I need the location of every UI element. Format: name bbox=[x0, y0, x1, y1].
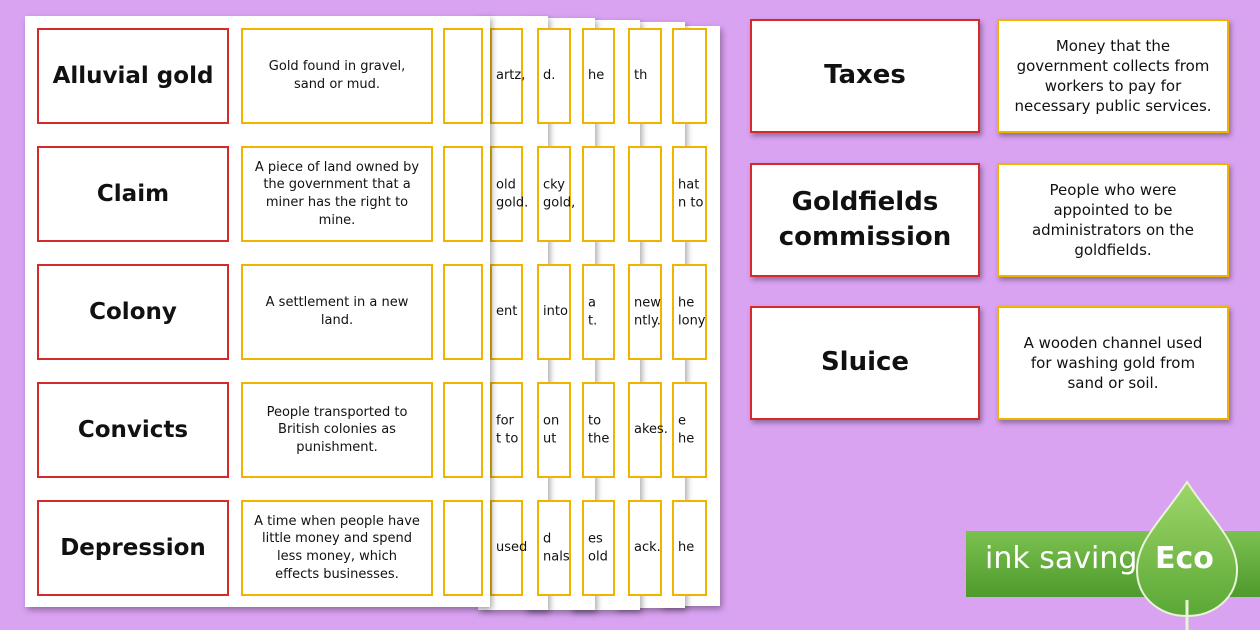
peek-card bbox=[490, 28, 526, 124]
peek-card bbox=[443, 382, 483, 478]
peek-card-text: ack. bbox=[634, 540, 661, 556]
definition-text: A time when people have little money and spend less money, which effects businesses. bbox=[254, 513, 420, 582]
term-label: Goldfields commission bbox=[778, 186, 952, 252]
peek-card-text: to the bbox=[588, 413, 610, 446]
peek-card-text: for t to bbox=[496, 413, 519, 446]
peek-card-text: hat n to bbox=[678, 177, 704, 210]
peek-card-text: ent bbox=[496, 304, 518, 320]
definition-text: A wooden channel used for washing gold from sand or soil. bbox=[1023, 333, 1203, 393]
peek-card bbox=[672, 500, 707, 596]
definition-card-colony[interactable] bbox=[241, 264, 433, 360]
peek-card-text: old gold. bbox=[496, 177, 529, 210]
term-card-alluvial-gold[interactable] bbox=[37, 28, 229, 124]
definition-card-sluice[interactable] bbox=[997, 306, 1229, 420]
peek-card bbox=[490, 500, 528, 596]
peek-card bbox=[628, 146, 662, 242]
eco-label: Eco bbox=[1155, 541, 1214, 576]
peek-card-text: a t. bbox=[588, 295, 598, 328]
peek-card bbox=[628, 28, 662, 124]
term-card-sluice[interactable] bbox=[750, 306, 980, 420]
term-card-depression[interactable] bbox=[37, 500, 229, 596]
definition-card-taxes[interactable] bbox=[997, 19, 1229, 133]
definition-text: A settlement in a new land. bbox=[265, 295, 409, 328]
peek-card-text: on ut bbox=[543, 413, 560, 446]
peek-card bbox=[582, 500, 615, 596]
peek-card bbox=[628, 382, 668, 478]
peek-card bbox=[582, 146, 615, 242]
peek-card bbox=[582, 382, 615, 478]
term-label: Depression bbox=[60, 534, 206, 561]
peek-card-text: he bbox=[678, 540, 695, 556]
peek-card bbox=[537, 146, 576, 242]
definition-card-depression[interactable] bbox=[241, 500, 433, 596]
peek-card-text: th bbox=[634, 68, 648, 84]
ink-saving-label: ink saving bbox=[985, 541, 1138, 576]
peek-card bbox=[537, 382, 571, 478]
peek-card bbox=[537, 264, 571, 360]
term-label: Taxes bbox=[824, 60, 906, 91]
peek-card-text: into bbox=[543, 304, 568, 320]
peek-card bbox=[537, 500, 571, 596]
peek-card-text: new ntly. bbox=[634, 295, 661, 328]
peek-card-text: he lony bbox=[678, 295, 706, 328]
term-card-colony[interactable] bbox=[37, 264, 229, 360]
definition-card-alluvial-gold[interactable] bbox=[241, 28, 433, 124]
peek-card bbox=[537, 28, 571, 124]
definition-text: A piece of land owned by the government that a miner has the right to mine. bbox=[254, 159, 420, 228]
peek-card-text: he bbox=[588, 68, 605, 84]
peek-card-text: e he bbox=[678, 413, 695, 446]
term-card-claim[interactable] bbox=[37, 146, 229, 242]
term-label: Alluvial gold bbox=[52, 62, 214, 89]
peek-card bbox=[490, 146, 529, 242]
peek-card-text: cky gold, bbox=[543, 177, 576, 210]
peek-card-text: used bbox=[496, 540, 528, 556]
peek-card bbox=[672, 28, 707, 124]
definition-text: People who were appointed to be administrators on the goldfields. bbox=[1031, 180, 1195, 260]
definition-card-convicts[interactable] bbox=[241, 382, 433, 478]
peek-card bbox=[443, 500, 483, 596]
term-card-convicts[interactable] bbox=[37, 382, 229, 478]
peek-card bbox=[582, 28, 615, 124]
term-label: Claim bbox=[96, 180, 170, 207]
peek-card bbox=[628, 500, 662, 596]
term-card-goldfields-commission[interactable] bbox=[750, 163, 980, 277]
term-card-taxes[interactable] bbox=[750, 19, 980, 133]
peek-card bbox=[672, 382, 707, 478]
term-label: Colony bbox=[89, 298, 177, 325]
definition-text: Gold found in gravel, sand or mud. bbox=[268, 59, 406, 92]
definition-text: Money that the government collects from workers to pay for necessary public services. bbox=[1014, 36, 1212, 116]
peek-card bbox=[490, 382, 523, 478]
peek-card bbox=[443, 146, 483, 242]
definition-text: People transported to British colonies as punishment. bbox=[266, 404, 408, 455]
front-sheet bbox=[25, 16, 490, 607]
definition-card-goldfields-commission[interactable] bbox=[997, 163, 1229, 277]
peek-card bbox=[628, 264, 662, 360]
term-label: Sluice bbox=[820, 347, 910, 378]
peek-card bbox=[443, 264, 483, 360]
peek-card-text: es old bbox=[588, 531, 608, 564]
term-label: Convicts bbox=[77, 416, 189, 443]
peek-card bbox=[672, 264, 707, 360]
peek-card-text: d nals bbox=[543, 531, 570, 564]
peek-card-text: artz, bbox=[496, 68, 526, 84]
peek-card bbox=[443, 28, 483, 124]
peek-card bbox=[490, 264, 523, 360]
definition-card-claim[interactable] bbox=[241, 146, 433, 242]
peek-card-text: akes. bbox=[634, 422, 668, 438]
peek-card-text: d. bbox=[543, 68, 556, 84]
peek-card bbox=[582, 264, 615, 360]
peek-card bbox=[672, 146, 707, 242]
